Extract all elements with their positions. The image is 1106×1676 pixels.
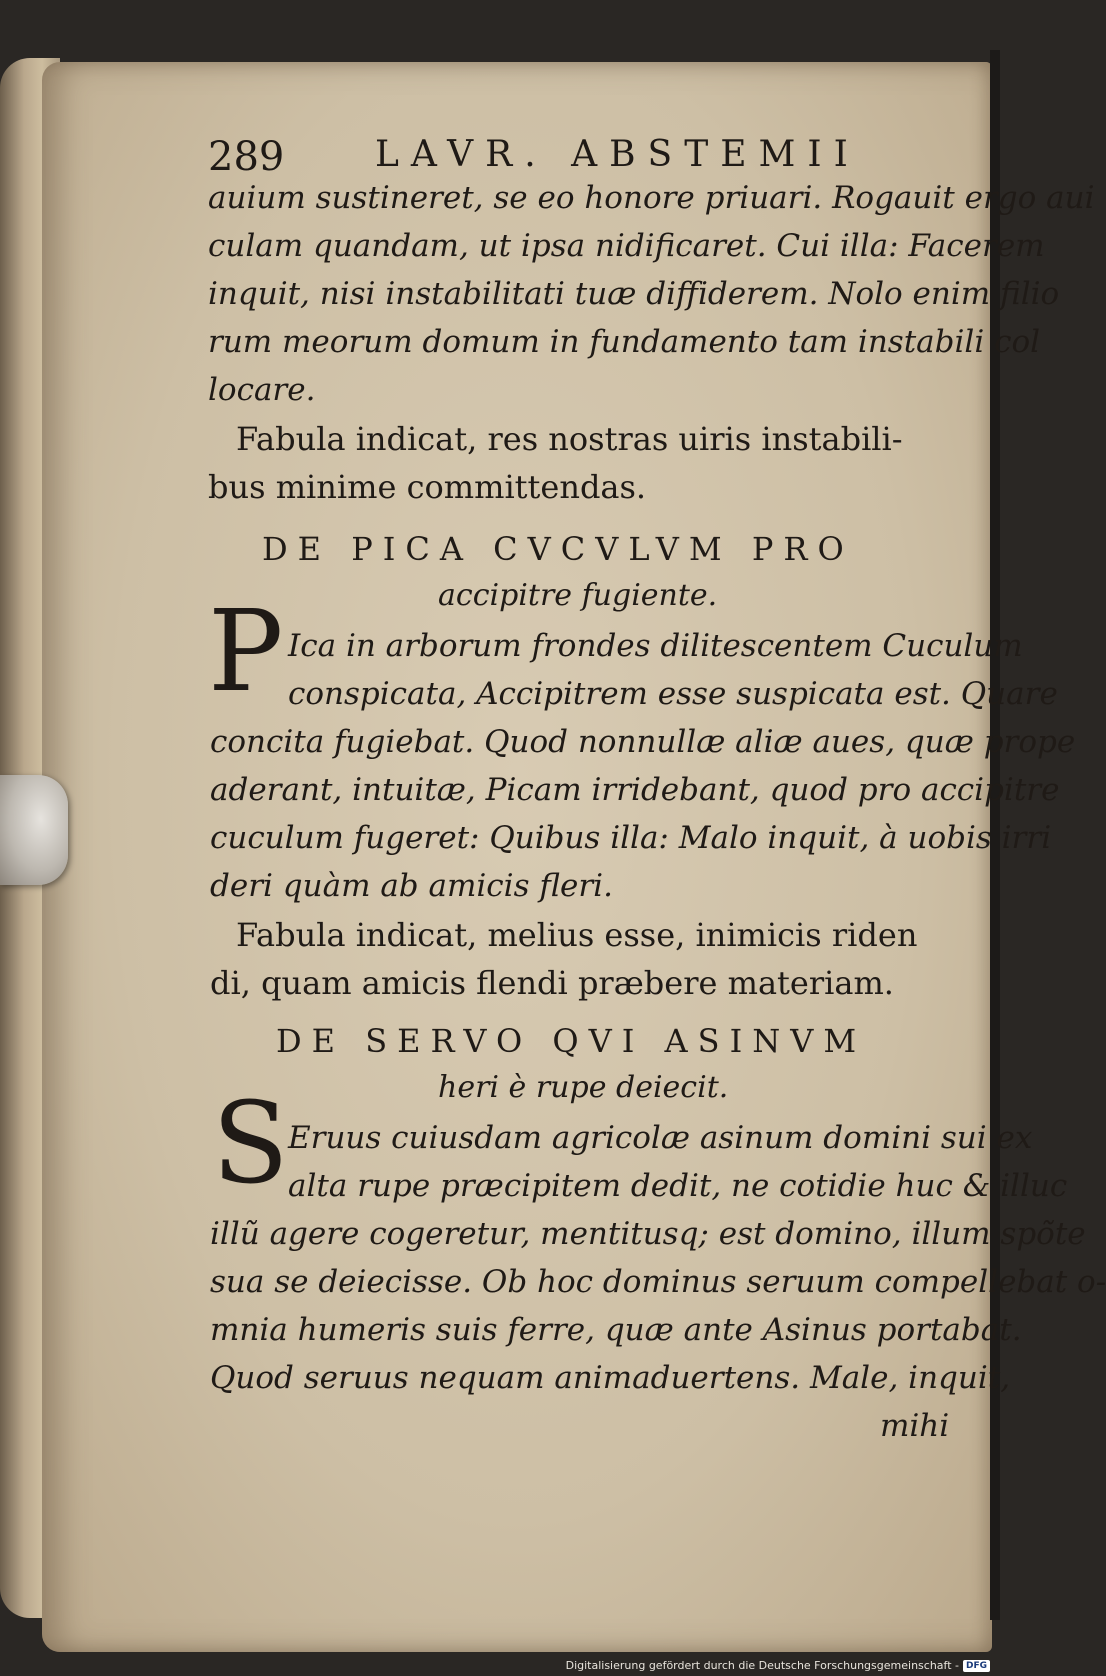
text-line: alta rupe præcipitem dedit, ne cotidie huc & illuc (288, 1168, 1068, 1204)
text-line: auium sustineret, se eo honore priuari. Rogauit ergo aui (208, 180, 1095, 216)
moral-line: di, quam amicis flendi præbere materiam. (210, 964, 894, 1002)
drop-cap: S (212, 1079, 289, 1209)
credit-text: Digitalisierung gefördert durch die Deutsche Forschungsgemeinschaft - (565, 1659, 959, 1672)
moral-line: Fabula indicat, melius esse, inimicis riden (236, 916, 918, 954)
text-line: Ica in arborum frondes dilitescentem Cuculum (288, 628, 1023, 664)
text-line: sua se deiecisse. Ob hoc dominus seruum compellebat o- (210, 1264, 1106, 1300)
page-number: 289 (208, 134, 285, 180)
digitization-credit (566, 1659, 990, 1672)
text-line: concita fugiebat. Quod nonnullæ aliæ aues, quæ prope (210, 724, 1076, 760)
text-line: conspicata, Accipitrem esse suspicata est. Quare (288, 676, 1058, 712)
text-line: illũ agere cogeretur, mentitusq; est domino, illum spõte (210, 1216, 1086, 1252)
text-line: Quod seruus nequam animaduertens. Male, inquit, (210, 1360, 1011, 1396)
catchword: mihi (880, 1408, 950, 1444)
text-line: cuculum fugeret: Quibus illa: Malo inquit, à uobis irri (210, 820, 1052, 856)
text-line: inquit, nisi instabilitati tuæ diffiderem. Nolo enim filio (208, 276, 1060, 312)
moral-line: Fabula indicat, res nostras uiris instabili- (236, 420, 903, 458)
clasp-icon (0, 775, 68, 885)
text-line: Eruus cuiusdam agricolæ asinum domini sui ex (288, 1120, 1033, 1156)
text-line: locare. (208, 372, 316, 408)
dfg-logo: DFG (963, 1660, 990, 1672)
moral-line: bus minime committendas. (208, 468, 647, 506)
fable-title: DE SERVO QVI ASINVM (276, 1022, 867, 1060)
text-line: culam quandam, ut ipsa nidificaret. Cui illa: Facerem (208, 228, 1045, 264)
text-line: aderant, intuitæ, Picam irridebant, quod pro accipitre (210, 772, 1060, 808)
text-line: mnia humeris suis ferre, quæ ante Asinus portabat. (210, 1312, 1022, 1348)
fable-subtitle: heri è rupe deiecit. (438, 1070, 729, 1105)
fable-subtitle: accipitre fugiente. (438, 578, 718, 613)
running-title: LAVR. ABSTEMII (375, 134, 860, 175)
text-line: rum meorum domum in fundamento tam instabili col (208, 324, 1041, 360)
text-line: deri quàm ab amicis fleri. (210, 868, 613, 904)
drop-cap: P (208, 587, 284, 717)
fable-title: DE PICA CVCVLVM PRO (262, 530, 854, 568)
